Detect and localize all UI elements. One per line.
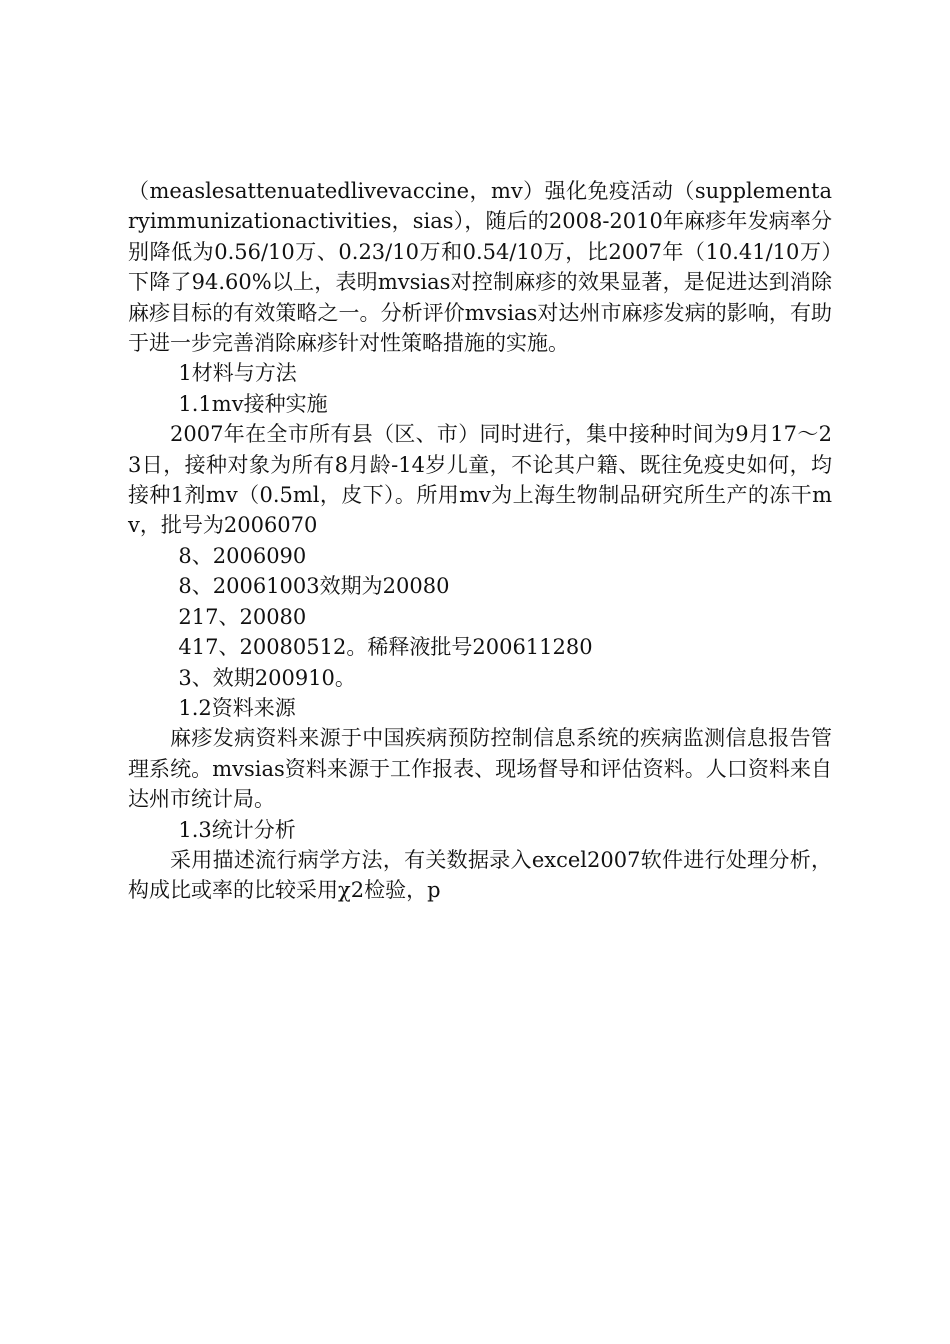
batch-number-line: 217、20080 <box>178 604 307 629</box>
subsection-heading: 1.2资料来源 <box>178 695 296 720</box>
batch-number-line: 417、20080512。稀释液批号200611280 <box>178 635 593 660</box>
subsection-heading: 1.1mv接种实施 <box>178 391 328 416</box>
batch-number-line: 8、20061003效期为20080 <box>178 574 450 599</box>
body-paragraph: （measlesattenuatedlivevaccine，mv）强化免疫活动（supplementaryimmunizationactivities，sias），随后的2008-2010年麻疹年发病率分别降低为0.56/10万、0.23/10万和0.54/10万，比2007年（10.41/10万）下降了94.60%以上，表明mvsias对控制麻疹的效果显著，是促进达到消除麻疹目标的有效策略之一。分析评价mvsias对达州市麻疹发病的影响，有助于进一步完善消除麻疹针对性策略措施的实施。 <box>128 179 832 356</box>
batch-number-line: 8、2006090 <box>178 543 307 568</box>
section-heading: 1材料与方法 <box>178 361 297 386</box>
batch-number-line: 3、效期200910。 <box>178 665 356 690</box>
body-paragraph: 2007年在全市所有县（区、市）同时进行，集中接种时间为9月17～23日，接种对象为所有8月龄-14岁儿童，不论其户籍、既往免疫史如何，均接种1剂mv（0.5ml，皮下）。所用mv为上海生物制品研究所生产的冻干mv，批号为2006070 <box>128 422 832 538</box>
body-paragraph: 麻疹发病资料来源于中国疾病预防控制信息系统的疾病监测信息报告管理系统。mvsias资料来源于工作报表、现场督导和评估资料。人口资料来自达州市统计局。 <box>128 726 832 812</box>
document-body <box>128 176 832 906</box>
body-paragraph: 采用描述流行病学方法，有关数据录入excel2007软件进行处理分析，构成比或率的比较采用χ2检验，p <box>128 847 832 903</box>
subsection-heading: 1.3统计分析 <box>178 817 296 842</box>
